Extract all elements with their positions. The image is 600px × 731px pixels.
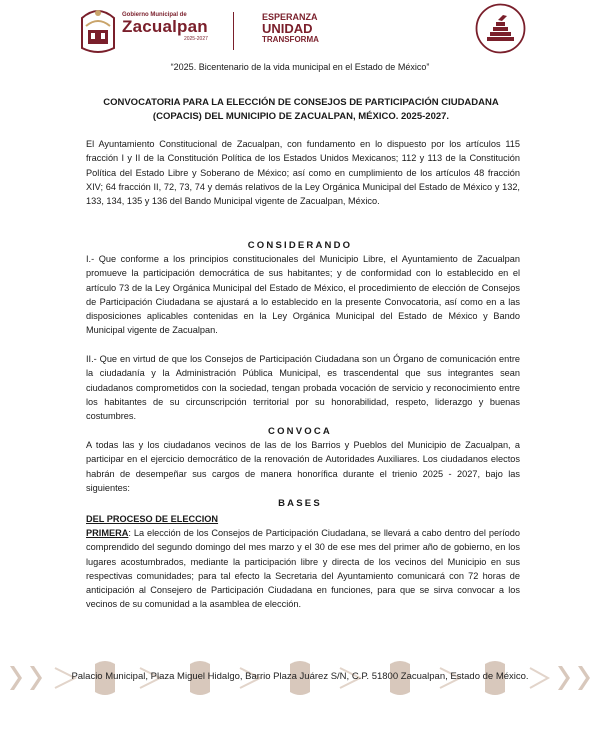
municipality-name: Zacualpan — [122, 17, 208, 36]
bases-heading: BASES — [278, 498, 322, 509]
document-title: CONVOCATORIA PARA LA ELECCIÓN DE CONSEJOS DE PARTICIPACIÓN CIUDADANA (COPACIS) DEL MUNICIPIO DE ZACUALPAN, MÉXICO. 2025-2027. — [103, 97, 499, 122]
header-divider — [233, 12, 234, 50]
letterhead — [0, 0, 600, 58]
gm-label: Gobierno Municipal de — [122, 12, 187, 18]
primera-paragraph — [86, 526, 520, 612]
slogan-line-1: ESPERANZA — [262, 12, 318, 22]
slogan-line-2: UNIDAD — [262, 21, 313, 36]
zacualpan-emblem-logo — [76, 4, 120, 54]
administration-period: 2025-2027 — [183, 36, 208, 42]
convoca-heading: CONVOCA — [268, 426, 332, 437]
motto: “2025. Bicentenario de la vida municipal en el Estado de México” — [170, 62, 430, 72]
primera-label: PRIMERA — [86, 528, 129, 538]
intro-paragraph: El Ayuntamiento Constitucional de Zacualpan, con fundamento en lo dispuesto por los artículos 115 fracción I y II de la Constitución Política de los Estados Unidos Mexicanos; 112 y 113 de la Constitución Política del Estado Libre y Soberano de México; así como en cumplimiento de los artículos 48 fracción XIV; 64 fracción II, 72, 73, 74 y demás relativos de la Ley Orgánica Municipal del Estado de México y 132, 133, 134, 135 y 136 del Bando Municipal vigente de Zacualpan, México. — [86, 139, 520, 207]
considerando-paragraph-1: I.- Que conforme a los principios constitucionales del Municipio Libre, el Ayuntamiento de Zacualpan promueve la participación democrática de sus habitantes; y de conformidad con lo establecido en el artículo 73 de la Ley Orgánica Municipal del Estado de México, el procedimiento de elección de Consejos de Participación Ciudadana se ajustará a lo establecido en la presente Convocatoria, así como en a las disposiciones aplicables contenidas en la Ley Orgánica Municipal del Estado de México y Bando Municipal vigente de Zacualpan. — [86, 254, 520, 336]
convoca-paragraph: A todas las y los ciudadanos vecinos de las de los Barrios y Pueblos del Municipio de Zacualpan, a participar en el ejercicio democrático de la renovación de Autoridades Auxiliares. Los ciudadanos electos habrán de desempeñar sus cargos de manera honorífica durante el trienio 2025 - 2027, bajo las siguientes: — [86, 440, 520, 493]
municipality-brand — [122, 12, 208, 42]
considerando-heading: CONSIDERANDO — [247, 240, 353, 251]
slogan-line-3: TRANSFORMA — [262, 35, 319, 44]
section-heading — [86, 512, 520, 526]
primera-text: : La elección de los Consejos de Participación Ciudadana, se llevará a cabo dentro del período comprendido del segundo domingo del mes marzo y el 30 de ese mes del primer año de gobierno, en los lugares acostumbrados, mediante la participación libre y directa de los vecinos del Municipio en sus respectivas comunidades; para tal efecto la Secretaria del Ayuntamiento comunicará con 72 horas de anticipación al Consejero de Participación Ciudadana en funciones, para que se sirva convocar a los vecinos de su comunidad a la asamblea de elección. — [86, 528, 520, 610]
pyramid-seal-logo — [475, 3, 526, 54]
slogan-logo — [262, 12, 319, 44]
footer-address: Palacio Municipal, Plaza Miguel Hidalgo, Barrio Plaza Juárez S/N, C.P. 51800 Zacualpan, Estado de México. — [71, 671, 529, 682]
proceso-eleccion-heading: DEL PROCESO DE ELECCION — [86, 514, 219, 524]
considerando-paragraph-2: II.- Que en virtud de que los Consejos de Participación Ciudadana son un Órgano de comunicación entre la ciudadanía y la Administración Pública Municipal, es trascendental que sus integrantes sean ciudadanos comprometidos con la sociedad, tengan probada vocación de servicio y reconocimiento entre los habitantes de su circunscripción territorial por su honorabilidad, respeto, liderazgo y buenas costumbres. — [86, 354, 520, 422]
